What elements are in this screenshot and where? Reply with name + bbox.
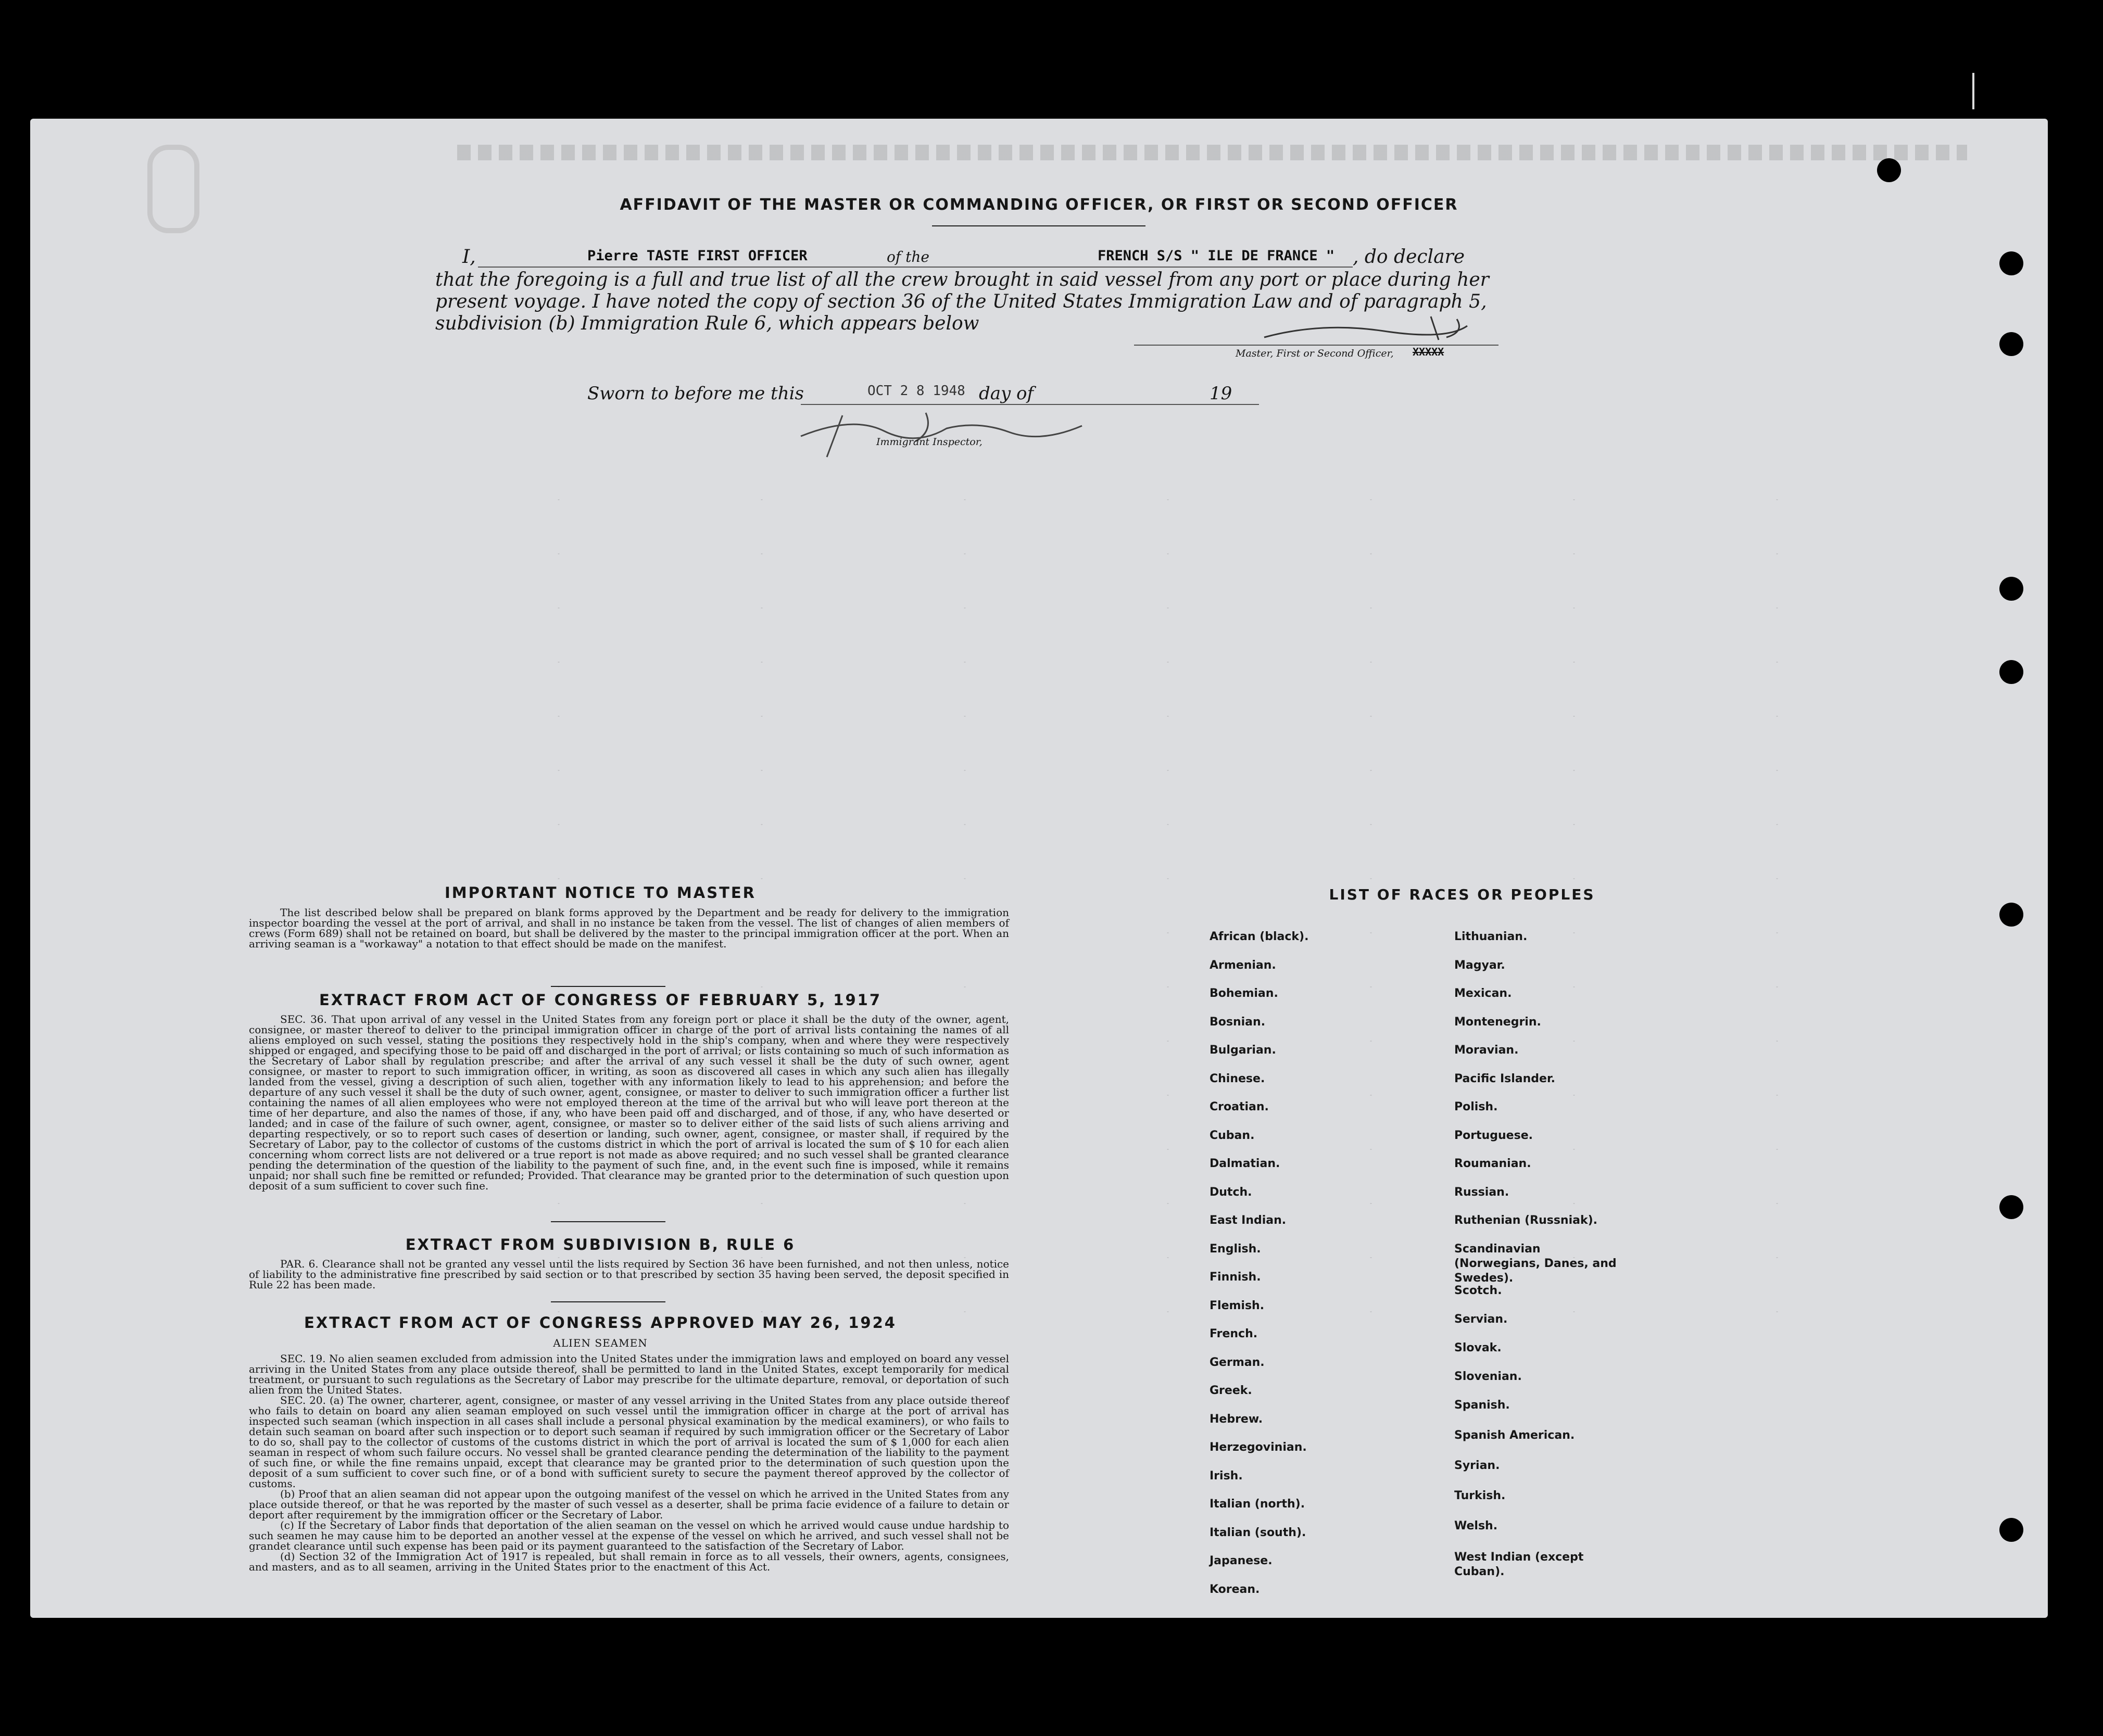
- race-item: Welsh.: [1454, 1519, 1498, 1532]
- inspector-label: Immigrant Inspector,: [876, 436, 983, 448]
- sec20b-paragraph: (b) Proof that an alien seaman did not appear upon the outgoing manifest of the vessel on which he arrived in the United States from any place outside thereof, or that he was reported by the master of such vessel as a deserter, shall be prima facie evidence of a failure to detain or deport after requirement by the immigration officer or the Secretary of Labor.: [249, 1488, 1009, 1521]
- race-item: Scandinavian (Norwegians, Danes, and Swedes).: [1454, 1243, 1617, 1285]
- race-item: Pacific Islander.: [1454, 1072, 1556, 1085]
- bleed-through-numeral: [147, 145, 199, 233]
- section-rule: [551, 986, 665, 987]
- section-rule: [551, 1301, 665, 1302]
- affidavit-line2: that the foregoing is a full and true list of all the crew brought in said vessel from any port or place during her: [435, 269, 1489, 290]
- race-item: African (black).: [1210, 930, 1309, 943]
- extract-1917-text: [249, 1014, 1009, 1191]
- binder-hole: [1999, 251, 2023, 275]
- sworn-text: Sworn to before me this: [587, 383, 804, 404]
- notice-title: IMPORTANT NOTICE TO MASTER: [444, 884, 757, 902]
- race-item: Slovenian.: [1454, 1370, 1522, 1383]
- race-item: German.: [1210, 1356, 1265, 1369]
- binder-hole: [1999, 577, 2023, 601]
- affidavit-line4: subdivision (b) Immigration Rule 6, which appears below: [435, 313, 979, 334]
- race-item: Syrian.: [1454, 1459, 1500, 1472]
- document-page: [30, 119, 2048, 1618]
- race-item: Greek.: [1210, 1384, 1252, 1397]
- races-list: [1210, 930, 1678, 1596]
- do-declare: , do declare: [1353, 246, 1465, 268]
- race-item: East Indian.: [1210, 1214, 1287, 1227]
- sec20d-paragraph: (d) Section 32 of the Immigration Act of 1917 is repealed, but shall remain in force as to all vessels, their owners, agents, consignees, and masters, and as to all seamen, arriving in the United States prior to the enactment of this Act.: [249, 1550, 1009, 1573]
- race-item: Spanish.: [1454, 1399, 1510, 1412]
- of-the-text: of the: [887, 248, 929, 265]
- extract-1924-text: [249, 1353, 1009, 1572]
- officer-strikeout: XXXXX: [1413, 346, 1444, 358]
- race-item: Cuban.: [1210, 1129, 1255, 1142]
- race-item: Korean.: [1210, 1583, 1260, 1596]
- par6-paragraph: PAR. 6. Clearance shall not be granted any vessel until the lists required by Section 36 have been furnished, and not then unless, notice of liability to the administrative fine prescribed by said section or to that prescribed by section 35 having been served, the deposit specified in Rule 22 has been made.: [249, 1258, 1009, 1291]
- sec20a-paragraph: SEC. 20. (a) The owner, charterer, agent, consignee, or master of any vessel arriving in the United States from any place outside thereof who fails to detain on board any alien seaman employed on such vessel until the immigration officer in charge at the port of arrival has inspected such seaman (which inspection in all cases shall include a personal physical examination by the medical examiners), or who fails to detain such seaman on board after such inspection or to deport such seaman if required by such immigration officer or the Secretary of Labor to do so, shall pay to the collector of customs of the customs district in which the port of arrival is located the sum of $ 1,000 for each alien seaman in respect of whom such failure occurs. No vessel shall be granted clearance pending the determination of the liability to the payment of such fine, or while the fine remains unpaid, except that clearance may be granted prior to the determination of such question upon the deposit of a sum sufficient to cover such fine, or of a bond with sufficient surety to secure the payment thereof approved by the collector of customs.: [249, 1394, 1009, 1490]
- race-item: Finnish.: [1210, 1271, 1261, 1284]
- notice-text: [249, 907, 1009, 949]
- race-item: Spanish American.: [1454, 1429, 1575, 1442]
- notice-paragraph: The list described below shall be prepared on blank forms approved by the Department and be ready for delivery to the immigration inspector boarding the vessel at the port of arrival, and shall in no instance be taken from the vessel. The list of changes of alien members of crews (Form 689) shall not be retained on board, but shall be delivered by the master to the principal immigration officer at the port. When an arriving seaman is a "workaway" a notation to that effect should be made on the manifest.: [249, 906, 1009, 950]
- alien-seamen-subtitle: ALIEN SEAMEN: [553, 1337, 648, 1349]
- name-underline: [478, 267, 1353, 268]
- race-item: Russian.: [1454, 1186, 1509, 1199]
- race-item: Irish.: [1210, 1469, 1243, 1482]
- race-item: Dutch.: [1210, 1186, 1252, 1199]
- race-item: Hebrew.: [1210, 1413, 1263, 1426]
- race-item: Armenian.: [1210, 959, 1276, 972]
- race-item: Moravian.: [1454, 1044, 1519, 1057]
- race-item: Montenegrin.: [1454, 1016, 1541, 1029]
- race-item: Flemish.: [1210, 1299, 1265, 1312]
- race-item: Mexican.: [1454, 987, 1512, 1000]
- race-item: Bohemian.: [1210, 987, 1278, 1000]
- race-item: Italian (north).: [1210, 1498, 1305, 1511]
- race-item: Chinese.: [1210, 1072, 1265, 1085]
- race-item: Bulgarian.: [1210, 1044, 1276, 1057]
- extract-1917-title: EXTRACT FROM ACT OF CONGRESS OF FEBRUARY 5, 1917: [319, 991, 882, 1009]
- race-item: English.: [1210, 1243, 1261, 1256]
- race-item: Japanese.: [1210, 1554, 1273, 1567]
- year-prefix: 19: [1210, 383, 1232, 404]
- corner-mark: [1972, 73, 1974, 109]
- officer-label: Master, First or Second Officer,: [1236, 348, 1394, 359]
- race-item: Slovak.: [1454, 1341, 1502, 1354]
- binder-hole: [1877, 158, 1901, 182]
- affidavit-i: I,: [462, 246, 476, 268]
- sec20c-paragraph: (c) If the Secretary of Labor finds that deportation of the alien seaman on the vessel on which he arrived would cause undue hardship to such seamen he may cause him to be deported an another vessel at the expense of the vessel on which he arrived, and such vessel shall not be grandet clearance until such expense has been paid or its payment guaranteed to the satisfaction of the Secretary of Labor.: [249, 1519, 1009, 1552]
- vessel-name: FRENCH S/S " ILE DE FRANCE ": [1098, 248, 1335, 264]
- date-stamp: OCT 2 8 1948: [867, 383, 965, 399]
- race-item: Croatian.: [1210, 1100, 1269, 1113]
- binder-hole: [1999, 903, 2023, 927]
- race-item: Italian (south).: [1210, 1526, 1306, 1539]
- extract-rule6-title: EXTRACT FROM SUBDIVISION B, RULE 6: [405, 1236, 796, 1253]
- extract-1924-title: EXTRACT FROM ACT OF CONGRESS APPROVED MAY 26, 1924: [304, 1314, 897, 1332]
- races-title: LIST OF RACES OR PEOPLES: [1329, 886, 1595, 903]
- affidavit-title: AFFIDAVIT OF THE MASTER OR COMMANDING OFFICER, OR FIRST OR SECOND OFFICER: [620, 196, 1458, 214]
- section-rule: [551, 1221, 665, 1222]
- race-item: Turkish.: [1454, 1489, 1506, 1502]
- day-of-text: day of: [979, 383, 1034, 404]
- race-item: French.: [1210, 1327, 1258, 1340]
- race-item: Dalmatian.: [1210, 1157, 1280, 1170]
- race-item: Lithuanian.: [1454, 930, 1528, 943]
- affidavit-line3: present voyage. I have noted the copy of section 36 of the United States Immigration Law and of paragraph 5,: [435, 291, 1487, 312]
- binder-hole: [1999, 1195, 2023, 1219]
- inspector-signature: [790, 400, 1103, 462]
- race-item: West Indian (except Cuban).: [1454, 1551, 1584, 1578]
- race-item: Ruthenian (Russniak).: [1454, 1214, 1598, 1227]
- binder-hole: [1999, 1518, 2023, 1542]
- bleed-through: [457, 145, 1967, 160]
- officer-signature: [1259, 311, 1478, 353]
- officer-name: Pierre TASTE FIRST OFFICER: [587, 248, 808, 264]
- race-item: Portuguese.: [1454, 1129, 1533, 1142]
- title-rule: [932, 225, 1145, 226]
- sec19-paragraph: SEC. 19. No alien seamen excluded from admission into the United States under the immigration laws and employed on board any vessel arriving in the United States from any place outside thereof, shall be permitted to land in the United States, except temporarily for medical treatment, or pursuant to such regulations as the Secretary of Labor may prescribe for the ultimate departure, removal, or deportation of such alien from the United States.: [249, 1352, 1009, 1396]
- sec36-paragraph: SEC. 36. That upon arrival of any vessel in the United States from any foreign port or place it shall be the duty of the owner, agent, consignee, or master thereof to deliver to the principal immigration officer in charge of the port of arrival lists containing the names of all aliens employed on such vessel, stating the positions they respectively hold in the ship's company, when and where they were respectively shipped or engaged, and specifying those to be paid off and discharged in the port of arrival; or lists containing so much of such information as the Secretary of Labor shall by regulation prescribe; and after the arrival of any such vessel it shall be the duty of such owner, agent consignee, or master to report to such immigration officer, in writing, as soon as discovered all cases in which any such alien has illegally landed from the vessel, giving a description of such alien, together with any information likely to lead to his apprehension; and before the departure of any such vessel it shall be the duty of such owner, agent, consignee, or master to deliver to such immigration officer a further list containing the names of all alien employees who were not employed thereon at the time of the arrival but who will leave port thereon at the time of her departure, and also the names of those, if any, who have been paid off and discharged, and of those, if any, who have deserted or landed; and in case of the failure of such owner, agent, consignee, or master so to deliver either of the said lists of such aliens arriving and departing respectively, or so to report such cases of desertion or landing, such owner, agent, consignee, or master shall, if required by the Secretary of Labor, pay to the collector of customs of the customs district in which the port of arrival is located the sum of $ 10 for each alien concerning whom correct lists are not delivered or a true report is not made as above required; and no such vessel shall be granted clearance pending the determination of the question of the liability to the payment of such fine, and, in the event such fine is imposed, while it remains unpaid; nor shall such fine be remitted or refunded; Provided. That clearance may be granted prior to the determination of such question upon deposit of a sum sufficient to cover such fine.: [249, 1013, 1009, 1192]
- extract-rule6-text: [249, 1259, 1009, 1290]
- binder-hole: [1999, 332, 2023, 356]
- binder-hole: [1999, 660, 2023, 684]
- race-item: Herzegovinian.: [1210, 1441, 1307, 1454]
- race-item: Scotch.: [1454, 1284, 1502, 1297]
- race-item: Roumanian.: [1454, 1157, 1531, 1170]
- race-item: Magyar.: [1454, 959, 1505, 972]
- race-item: Bosnian.: [1210, 1016, 1266, 1029]
- race-item: Polish.: [1454, 1100, 1498, 1113]
- race-item: Servian.: [1454, 1313, 1508, 1326]
